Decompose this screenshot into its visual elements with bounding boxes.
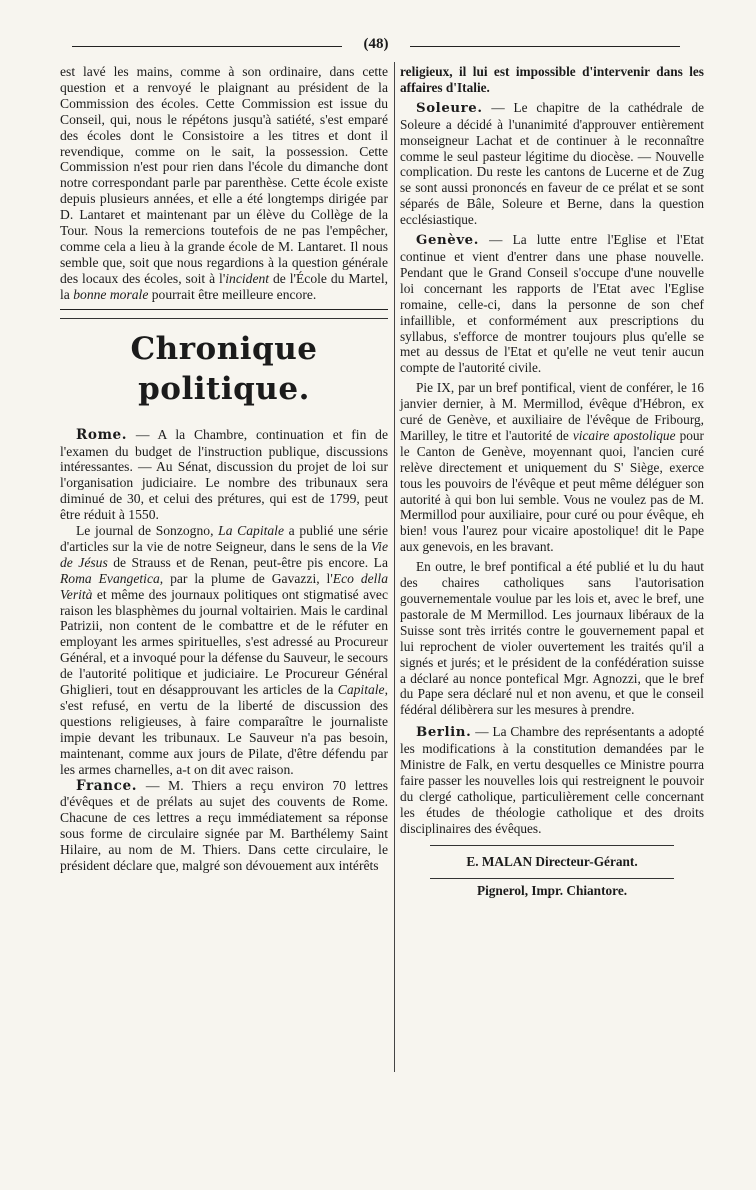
pie-italic: vicaire apostolique xyxy=(572,427,676,443)
sonzogno-italic-4: Eco della Verità xyxy=(60,570,389,602)
place-soleure: Soleure. xyxy=(416,100,483,116)
sonzogno-text-a: Le journal de Sonzogno, xyxy=(76,523,219,539)
geneve-text: — La lutte entre l'Eglise et l'Etat continue et vient d'entrer dans une phase nouvelle. Pendant que le Grand Conseil s'occupe d'une nouvelle loi concernant les rapports de l'Etat avec l'Eglise romaine, celle-ci, dans la personne de son chef infaillible, et conformément aux prescriptions du syllabus, s'efforce de montrer toujours plus qu'elle se met au dessus de l'Etat et qu'elle ne veut tenir aucun compte de l'autorité civile. xyxy=(400,232,704,376)
header-rule-right xyxy=(410,46,680,47)
sonzogno-italic-5: Capitale xyxy=(337,682,385,698)
geneve-paragraph xyxy=(400,232,704,376)
sonzogno-text-b: a publié une série d'articles sur la vie de notre Seigneur, dans le sens de la xyxy=(60,523,388,554)
sonzogno-italic-2: Vie de Jésus xyxy=(60,538,388,570)
sonzogno-paragraph xyxy=(60,523,388,778)
place-france: France. xyxy=(76,777,138,794)
continuation-paragraph: religieux, il lui est impossible d'intervenir dans les affaires d'Italie. xyxy=(400,64,704,95)
section-title: Chronique politique. xyxy=(130,330,318,407)
france-paragraph xyxy=(60,778,388,874)
intro-text-end: pourrait être meilleure encore. xyxy=(148,286,317,302)
sonzogno-text-c: de Strauss et de Renan, peut-être pis encore. La xyxy=(107,554,388,570)
right-column xyxy=(400,64,704,898)
berlin-paragraph xyxy=(400,724,704,836)
place-geneve: Genève. xyxy=(416,233,479,249)
section-divider xyxy=(60,309,388,310)
sonzogno-italic-3: Roma Evangetica xyxy=(60,570,160,586)
pie-paragraph xyxy=(400,380,704,555)
sonzogno-text-e: et même des journaux politiques ont stigmatisé avec raison les blasphèmes du journal voltairien. Mais le cardinal Patrizii, non content de le combattre et de le réfuter en employant les armes spirituelles, s'est adressé au Procureur Général, et a invoqué pour la défense du Sauveur, le secours de l'autorité politique et judiciaire. Le Procureur Général Ghiglieri, tout en désapprouvant les articles de la xyxy=(60,586,388,698)
berlin-text: — La Chambre des représentants a adopté les modifications à la constitution demandées par le Ministre de Falk, en vertu desquelles ce Ministre pourra faire passer les nouvelles lois qui restreignent le pouvoir du clergé catholique, particulièrement celle concernant les études de théologie catholique et des droits disciplinaires des évêques. xyxy=(400,724,704,836)
place-rome: Rome. xyxy=(76,426,128,443)
left-column xyxy=(60,64,388,874)
pie-text-a: Pie IX, par un bref pontifical, vient de conférer, le 16 janvier dernier, à M. Mermillod, évêque d'Hébron, ex curé de Genève, et auxiliaire de l'évêque de Fribourg, Marilley, le titre et l'autorité de xyxy=(400,380,704,443)
imprint-rule-top xyxy=(430,845,674,846)
soleure-paragraph xyxy=(400,100,704,228)
rome-text: — A la Chambre, continuation et fin de l'examen du budget de l'instruction publique, discussions intéressantes. — Au Sénat, discussion du projet de loi sur l'organisation judiciaire. Le nombre des tribunaux sera diminué de 30, et celui des prétures, qui est de 1799, peut être réduit à 1550. xyxy=(60,426,388,523)
sonzogno-italic-1: La Capitale xyxy=(218,523,284,539)
page-header xyxy=(72,36,680,56)
page-number: (48) xyxy=(363,36,389,52)
intro-italic-incident: incident xyxy=(225,270,270,286)
intro-text: est lavé les mains, comme à son ordinaire, dans cette question et a renvoyé le plaignant au président de la Commission des écoles. Cette Commission est issue du Conseil, qui, nous le répétons jusqu'à satiété, s'est emparé des écoles dont le Consistoire a les titres et dont il revendique, comme on le sait, la possession. Cette Commission n'est pour rien dans l'école du dimanche dont notre correspondant parle par parenthèse. Cette école existe depuis plusieurs années, et elle a été longtemps dirigée par D. Lantaret et maintenant par un élève du Collège de la Tour. Nous la remercions toutefois de ne pas l'empêcher, comme cela a lieu à la grande école de M. Lantaret. Il nous semble que, soit que nous regardions à la question générale des locaux des écoles, soit à l' xyxy=(60,64,388,286)
printer-line: Pignerol, Impr. Chiantore. xyxy=(476,882,628,898)
intro-text-mid: de l'École du Martel, la xyxy=(60,270,388,302)
intro-paragraph xyxy=(60,64,388,303)
column-divider xyxy=(394,62,395,1072)
place-berlin: Berlin. xyxy=(416,725,472,741)
sonzogno-text-f: , s'est refusé, en vertu de la liberté de discussion des questions religieuses, à faire comparaître le journaliste impie devant les tribunaux. Le Sauveur n'a pas besoin, maintenant, comme aux jours de Pilate, d'être défendu par les armes charnelles, a-t on dit avec raison. xyxy=(60,682,388,777)
sonzogno-text-d: , par la plume de Gavazzi, l' xyxy=(159,570,333,586)
rome-paragraph xyxy=(60,427,388,523)
pie-text-b: pour le Canton de Genève, moyennant quoi, l'ancien curé relève directement et uniquement du S' Siège, exerce tous les pouvoirs de l'évêque et peut même déléguer son autorité à qui bon lui semble. Vous ne voulez pas de M. Mermillod pour auxiliaire, pour curé ou pour évêque, eh bien! vous l'aurez pour vicaire apostolique! dit le Pape aux genevois, en les bravant. xyxy=(400,427,704,555)
outre-paragraph: En outre, le bref pontifical a été publié et lu du haut des chaires catholiques sans l'autorisation gouvernementale voulue par les lois et, avec le bref, une pastorale de M Mermillod. Les journaux libéraux de la Suisse sont très irrités contre le gouvernement papal et lui reprochent de violer ouvertement les traités qu'il a signés et jurés; et le président de la confédération suisse a déclaré au nonce pontefical Mgr. Agnozzi, que le bref du Pape sera déclaré nul et non avenu, et que le conseil fédéral délibèrera sur les mesures à prendre. xyxy=(400,559,704,718)
editor-line: E. MALAN Directeur-Gérant. xyxy=(466,853,638,869)
imprint-rule-bottom xyxy=(430,878,674,879)
france-text: — M. Thiers a reçu environ 70 lettres d'évêques et de prélats au sujet des couvents de Rome. Chacune de ces lettres a reçu immédiatement sa réponse sous forme de circulaire signée par M. Barthélemy Saint Hilaire, au nom de M. Thiers. Dans cette circulaire, le président déclare que, malgré son dévouement aux intérêts xyxy=(60,777,388,874)
section-divider-thin xyxy=(60,318,388,319)
intro-italic-bonne-morale: bonne morale xyxy=(73,286,149,302)
soleure-text: — Le chapitre de la cathédrale de Soleure a décidé à l'unanimité d'approuver entièrement monseigneur Lachat et de continuer à le reconnaître comme le seul pasteur légitime du diocèse. — Nouvelle complication. Du reste les cantons de Lucerne et de Zug se sont aussi prononcés en faveur de ce prélat et se sont séparés de Bâle, Soleure et Berne, dans la question ecclésiastique. xyxy=(400,99,704,228)
